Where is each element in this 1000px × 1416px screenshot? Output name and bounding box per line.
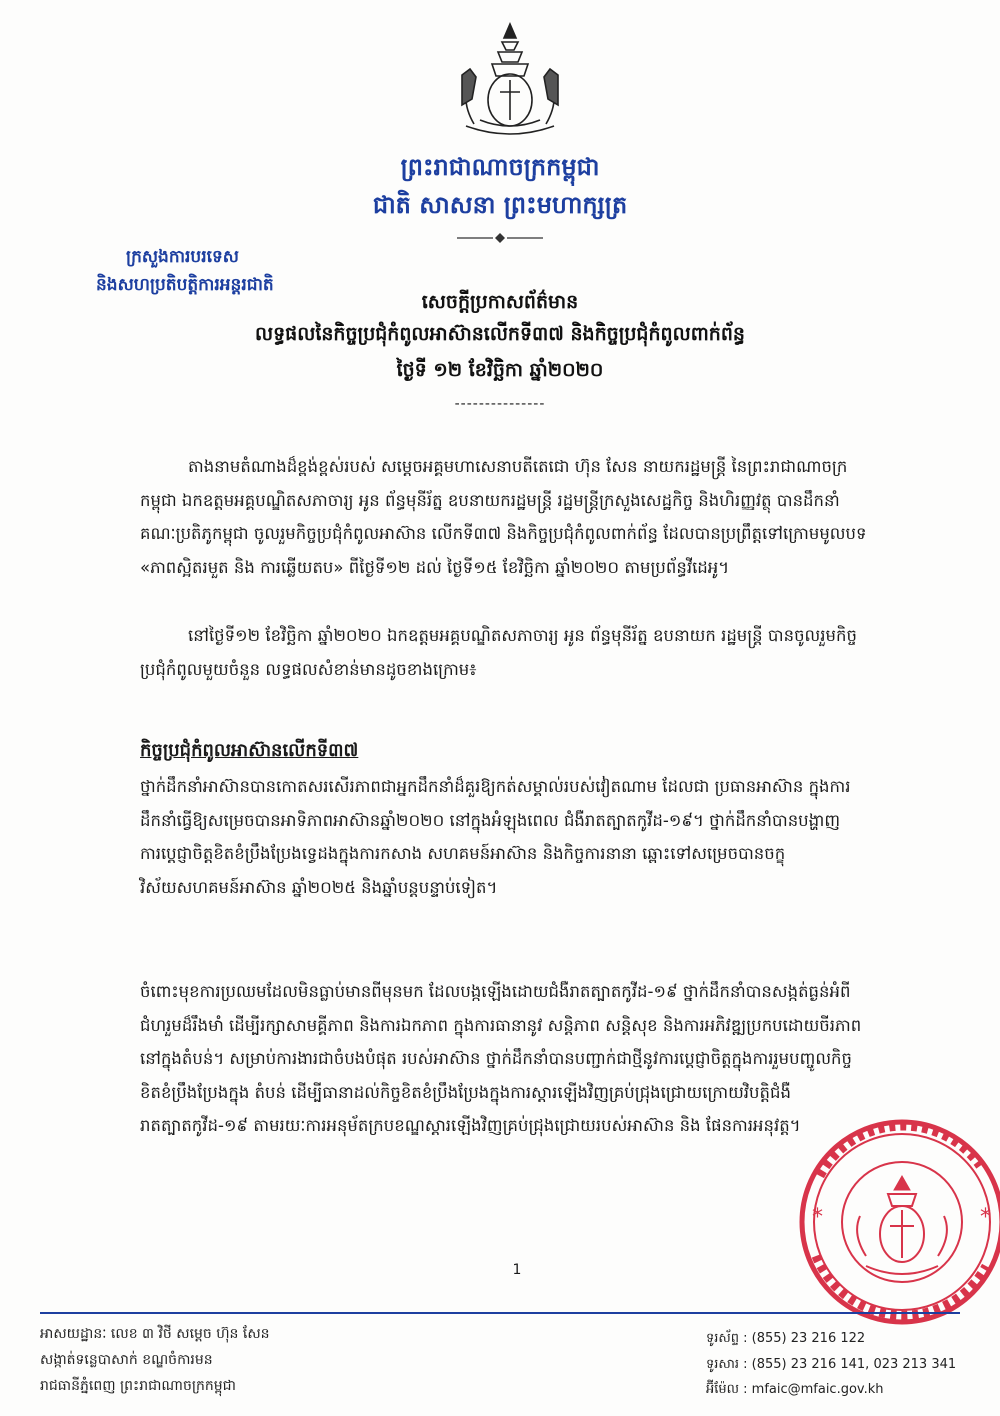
body-paragraph-2: នៅថ្ងៃទី១២ ខែវិច្ឆិកា ឆ្នាំ២០២០ ឯកឧត្តមអគ្គបណ្ឌិតសភាចារ្យ អូន ព័ន្ធមុនីរ័ត្ន ឧបនាយក រដ្ឋមន្ត្រី បានចូលរួមកិច្ចប្រជុំកំពូលមួយចំនួន លទ្ធផលសំខាន់មានដូចខាងក្រោម៖	[140, 626, 857, 679]
svg-text:*: *	[980, 1205, 991, 1230]
svg-text:*: *	[812, 1205, 823, 1230]
footer-address-line2: សង្កាត់ទន្លេបាសាក់ ខណ្ឌចំការមន	[40, 1352, 213, 1368]
page-number: 1	[512, 1262, 522, 1278]
announcement-subtitle: លទ្ធផលនៃកិច្ចប្រជុំកំពូលអាស៊ានលើកទី៣៧ និងកិច្ចប្រជុំកំពូលពាក់ព័ន្ធ	[255, 323, 745, 345]
footer-divider	[40, 1312, 960, 1314]
official-seal-stamp	[790, 1106, 1000, 1338]
announcement-date: ថ្ងៃទី ១២ ខែវិច្ឆិកា ឆ្នាំ២០២០	[396, 359, 604, 381]
royal-coat-of-arms-emblem	[440, 20, 580, 140]
footer-fax: ទូរសារ : (855) 23 216 141, 023 213 341	[706, 1357, 957, 1372]
kingdom-name: ព្រះរាជាណាចក្រកម្ពុជា	[400, 153, 600, 181]
footer-address-line1: អាសយដ្ឋានៈ លេខ ៣ វិថី សម្តេច ហ៊ុន សែន	[40, 1326, 270, 1342]
section-heading: កិច្ចប្រជុំកំពូលអាស៊ានលើកទី៣៧	[140, 740, 359, 761]
body-paragraph-1: តាងនាមតំណាងដ៏ខ្ពង់ខ្ពស់របស់ សម្តេចអគ្គមហាសេនាបតីតេជោ ហ៊ុន សែន នាយករដ្ឋមន្ត្រី នៃព្រះរាជាណាចក្រកម្ពុជា ឯកឧត្តមអគ្គបណ្ឌិតសភាចារ្យ អូន ព័ន្ធមុនីរ័ត្ន ឧបនាយករដ្ឋមន្ត្រី រដ្ឋមន្ត្រីក្រសួងសេដ្ឋកិច្ច និងហិរញ្ញវត្ថុ បានដឹកនាំគណៈប្រតិភូកម្ពុជា ចូលរួមកិច្ចប្រជុំកំពូលអាស៊ាន លើកទី៣៧ និងកិច្ចប្រជុំកំពូលពាក់ព័ន្ធ ដែលបានប្រព្រឹត្តទៅក្រោមមូលបទ «ភាពស្អិតរមួត និង ការឆ្លើយតប» ពីថ្ងៃទី១២ ដល់ ថ្ងៃទី១៥ ខែវិច្ឆិកា ឆ្នាំ២០២០ តាមប្រព័ន្ធវីដេអូ។	[140, 457, 867, 577]
body-paragraph-3: ថ្នាក់ដឹកនាំអាស៊ានបានកោតសរសើរភាពជាអ្នកដឹកនាំដ៏គួរឱ្យកត់សម្គាល់របស់វៀតណាម ដែលជា ប្រធានអាស៊ាន ក្នុងការដឹកនាំធ្វើឱ្យសម្រេចបានអាទិភាពអាស៊ានឆ្នាំ២០២០ នៅក្នុងអំឡុងពេល ជំងឺរាតត្បាតកូវីដ-១៩។ ថ្នាក់ដឹកនាំបានបង្ហាញការប្តេជ្ញាចិត្តខិតខំប្រឹងប្រែងទ្វេដងក្នុងការកសាង សហគមន៍អាស៊ាន និងកិច្ចការនានា ឆ្ពោះទៅសម្រេចបានចក្ខុវិស័យសហគមន៍អាស៊ាន ឆ្នាំ២០២៥ និងឆ្នាំបន្តបន្ទាប់ទៀត។	[140, 777, 851, 897]
announcement-title: សេចក្តីប្រកាសព័ត៌មាន	[421, 291, 579, 313]
body-paragraph-4: ចំពោះមុខការប្រឈមដែលមិនធ្លាប់មានពីមុនមក ដែលបង្កឡើងដោយជំងឺរាតត្បាតកូវីដ-១៩ ថ្នាក់ដឹកនាំបានសង្កត់ធ្ងន់អំពីជំហរួមដ៏រឹងមាំ ដើម្បីរក្សាសាមគ្គីភាព និងការឯកភាព ក្នុងការធានានូវ សន្តិភាព សន្តិសុខ និងការអភិវឌ្ឍប្រកបដោយចីរភាព នៅក្នុងតំបន់។ សម្រាប់ការងារជាចំបងបំផុត របស់អាស៊ាន ថ្នាក់ដឹកនាំបានបញ្ជាក់ជាថ្មីនូវការប្តេជ្ញាចិត្តក្នុងការរួមបញ្ចូលកិច្ចខិតខំប្រឹងប្រែងក្នុង តំបន់ ដើម្បីធានាដល់កិច្ចខិតខំប្រឹងប្រែងក្នុងការស្តារឡើងវិញគ្រប់ជ្រុងជ្រោយក្រោយវិបត្តិជំងឺ រាតត្បាតកូវីដ-១៩ តាមរយៈការអនុម័តក្របខណ្ឌស្តារឡើងវិញគ្រប់ជ្រុងជ្រោយរបស់អាស៊ាន និង ផែនការអនុវត្ត។	[140, 982, 862, 1135]
kingdom-motto: ជាតិ សាសនា ព្រះមហាក្សត្រ	[372, 191, 628, 219]
footer-address-line3: រាជធានីភ្នំពេញ ព្រះរាជាណាចក្រកម្ពុជា	[40, 1378, 236, 1394]
title-separator: ---------------	[454, 396, 546, 412]
ministry-name-line2: និងសហប្រតិបត្តិការអន្តរជាតិ	[96, 275, 274, 295]
footer-email[interactable]: អ៊ីម៉ែល : mfaic@mfaic.gov.kh	[706, 1382, 884, 1397]
ministry-name-line1: ក្រសួងការបរទេស	[126, 247, 239, 267]
ornament-divider	[455, 232, 545, 244]
footer-phone: ទូរស័ព្ទ : (855) 23 216 122	[706, 1331, 866, 1346]
